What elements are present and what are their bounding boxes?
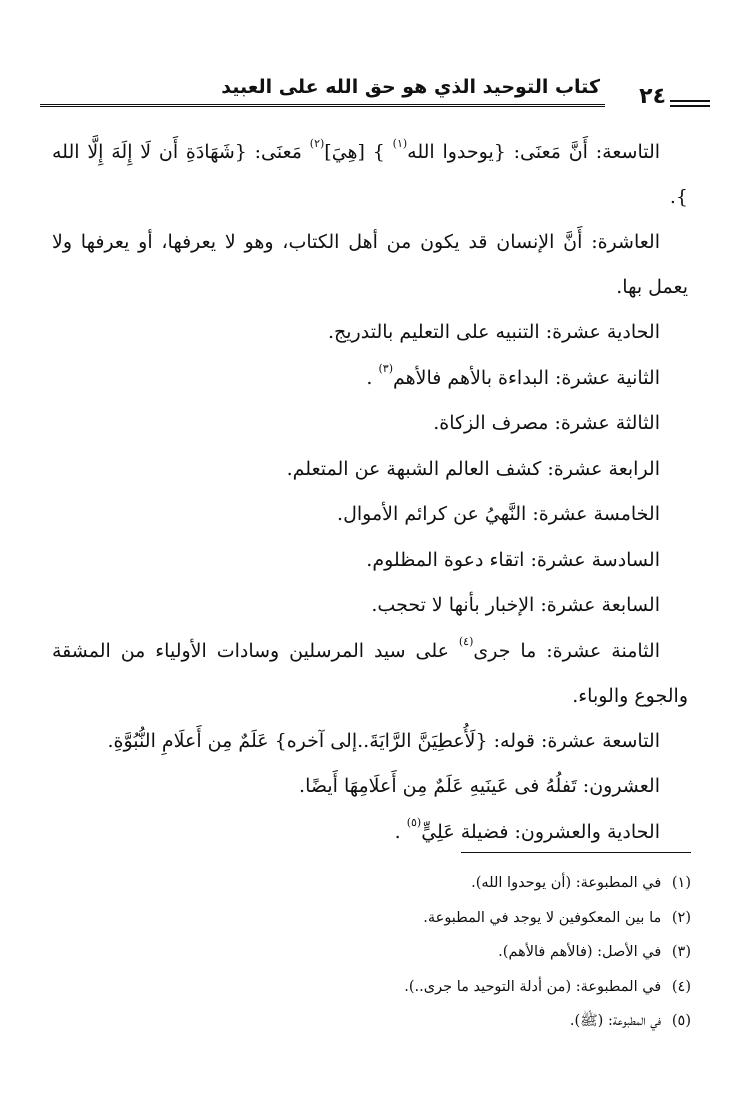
point-text: البداءة بالأهم فالأهم: [393, 366, 549, 389]
point-text: أَنَّ الإنسان قد يكون من أهل الكتاب، وهو لا يعرفها، أو يعرفها ولا يعمل بها.: [52, 231, 688, 298]
point-label: التاسعة عشرة:: [540, 729, 660, 752]
point-18: [52, 629, 688, 719]
page-number-rule: [670, 105, 710, 107]
point-text: قوله: {لَأُعطِيَنَّ الرَّايَةَ..إلى آخره} عَلَمٌ مِن أَعلَامِ النُّبُوَّةِ.: [107, 729, 535, 752]
point-label: السادسة عشرة:: [530, 548, 660, 571]
point-text: فضيلة عَلِيٍّ: [421, 820, 509, 843]
point-label: الثالثة عشرة:: [554, 412, 660, 434]
footnote-ref[interactable]: (٢): [309, 136, 325, 150]
point-21: [52, 810, 688, 856]
point-16: [52, 538, 688, 584]
point-label: العاشرة:: [591, 231, 660, 253]
page-number: ٢٤: [639, 84, 666, 109]
point-text: على سيد المرسلين وسادات الأولياء من المشقة والجوع والوباء.: [52, 639, 688, 707]
point-text: أَنَّ مَعنَى: {يوحدوا الله: [407, 141, 588, 163]
header-rule: [40, 104, 605, 107]
point-14: [52, 447, 688, 493]
point-9: [52, 130, 688, 220]
footnote-separator: [461, 852, 691, 853]
point-text: تَفلُهُ فى عَينَيهِ عَلَمٌ مِن أَعلَامِهَا أَيضًا.: [299, 775, 577, 797]
footnotes: [51, 866, 691, 1039]
point-text: .: [394, 820, 401, 843]
footnote: [51, 901, 691, 936]
footnote-ref[interactable]: (٤): [458, 635, 474, 649]
point-11: [52, 310, 688, 356]
footnote: [51, 935, 691, 970]
footnote-text: ما بين المعكوفين لا يوجد في المطبوعة.: [423, 909, 662, 926]
footnote-ref[interactable]: (٥): [406, 816, 422, 830]
main-text: [52, 130, 688, 855]
footnote-text: في المطبوعة: (أن يوحدوا الله).: [471, 875, 662, 891]
footnote: [51, 866, 691, 901]
point-label: العشرون:: [582, 775, 660, 797]
point-15: [52, 492, 688, 538]
footnote-number: (٥): [671, 1013, 691, 1029]
point-label: السابعة عشرة:: [540, 594, 660, 616]
point-text: مَعنَى: {شَهَادَةِ أَن لَا إِلَهَ إِلَّا الله }.: [52, 141, 688, 208]
point-label: الثامنة عشرة:: [546, 639, 660, 662]
point-text: .: [366, 366, 373, 389]
point-12: [52, 356, 688, 402]
point-text: ما جرى: [473, 639, 537, 662]
point-19: [52, 719, 688, 765]
running-header: [40, 70, 710, 110]
point-text: كشف العالم الشبهة عن المتعلم.: [286, 457, 542, 480]
footnote: [51, 970, 691, 1005]
point-label: الحادية عشرة:: [545, 321, 660, 343]
footnote-text: في المطبوعة: (ﷺ).: [569, 1013, 662, 1029]
footnote-text: في المطبوعة: (من أدلة التوحيد ما جرى..).: [404, 978, 662, 995]
point-text: النَّهيُ عن كرائم الأموال.: [337, 503, 527, 525]
point-13: [52, 401, 688, 447]
footnote-number: (٢): [671, 909, 691, 926]
footnote-number: (٣): [671, 944, 691, 960]
point-10: [52, 220, 688, 310]
point-text: اتقاء دعوة المظلوم.: [366, 548, 525, 571]
point-label: الخامسة عشرة:: [532, 503, 660, 525]
footnote-number: (١): [671, 875, 691, 891]
book-title: كتاب التوحيد الذي هو حق الله على العبيد: [221, 76, 600, 98]
point-text: التنبيه على التعليم بالتدريج.: [327, 321, 540, 343]
point-17: [52, 583, 688, 629]
point-label: التاسعة:: [595, 141, 661, 163]
footnote: [51, 1004, 691, 1039]
point-text: الإخبار بأنها لا تحجب.: [371, 594, 535, 616]
point-label: الثانية عشرة:: [555, 366, 660, 389]
point-20: [52, 764, 688, 810]
point-label: الحادية والعشرون:: [514, 820, 660, 843]
footnote-text: في الأصل: (فالأهم فالأهم).: [498, 944, 662, 960]
point-text: مصرف الزكاة.: [433, 412, 549, 434]
point-text: } [هِيَ]: [324, 141, 385, 163]
point-label: الرابعة عشرة:: [547, 457, 660, 480]
footnote-ref[interactable]: (٣): [378, 362, 393, 376]
footnote-ref[interactable]: (١): [392, 136, 408, 150]
footnote-number: (٤): [671, 978, 691, 995]
page-number-rule: [670, 100, 710, 102]
